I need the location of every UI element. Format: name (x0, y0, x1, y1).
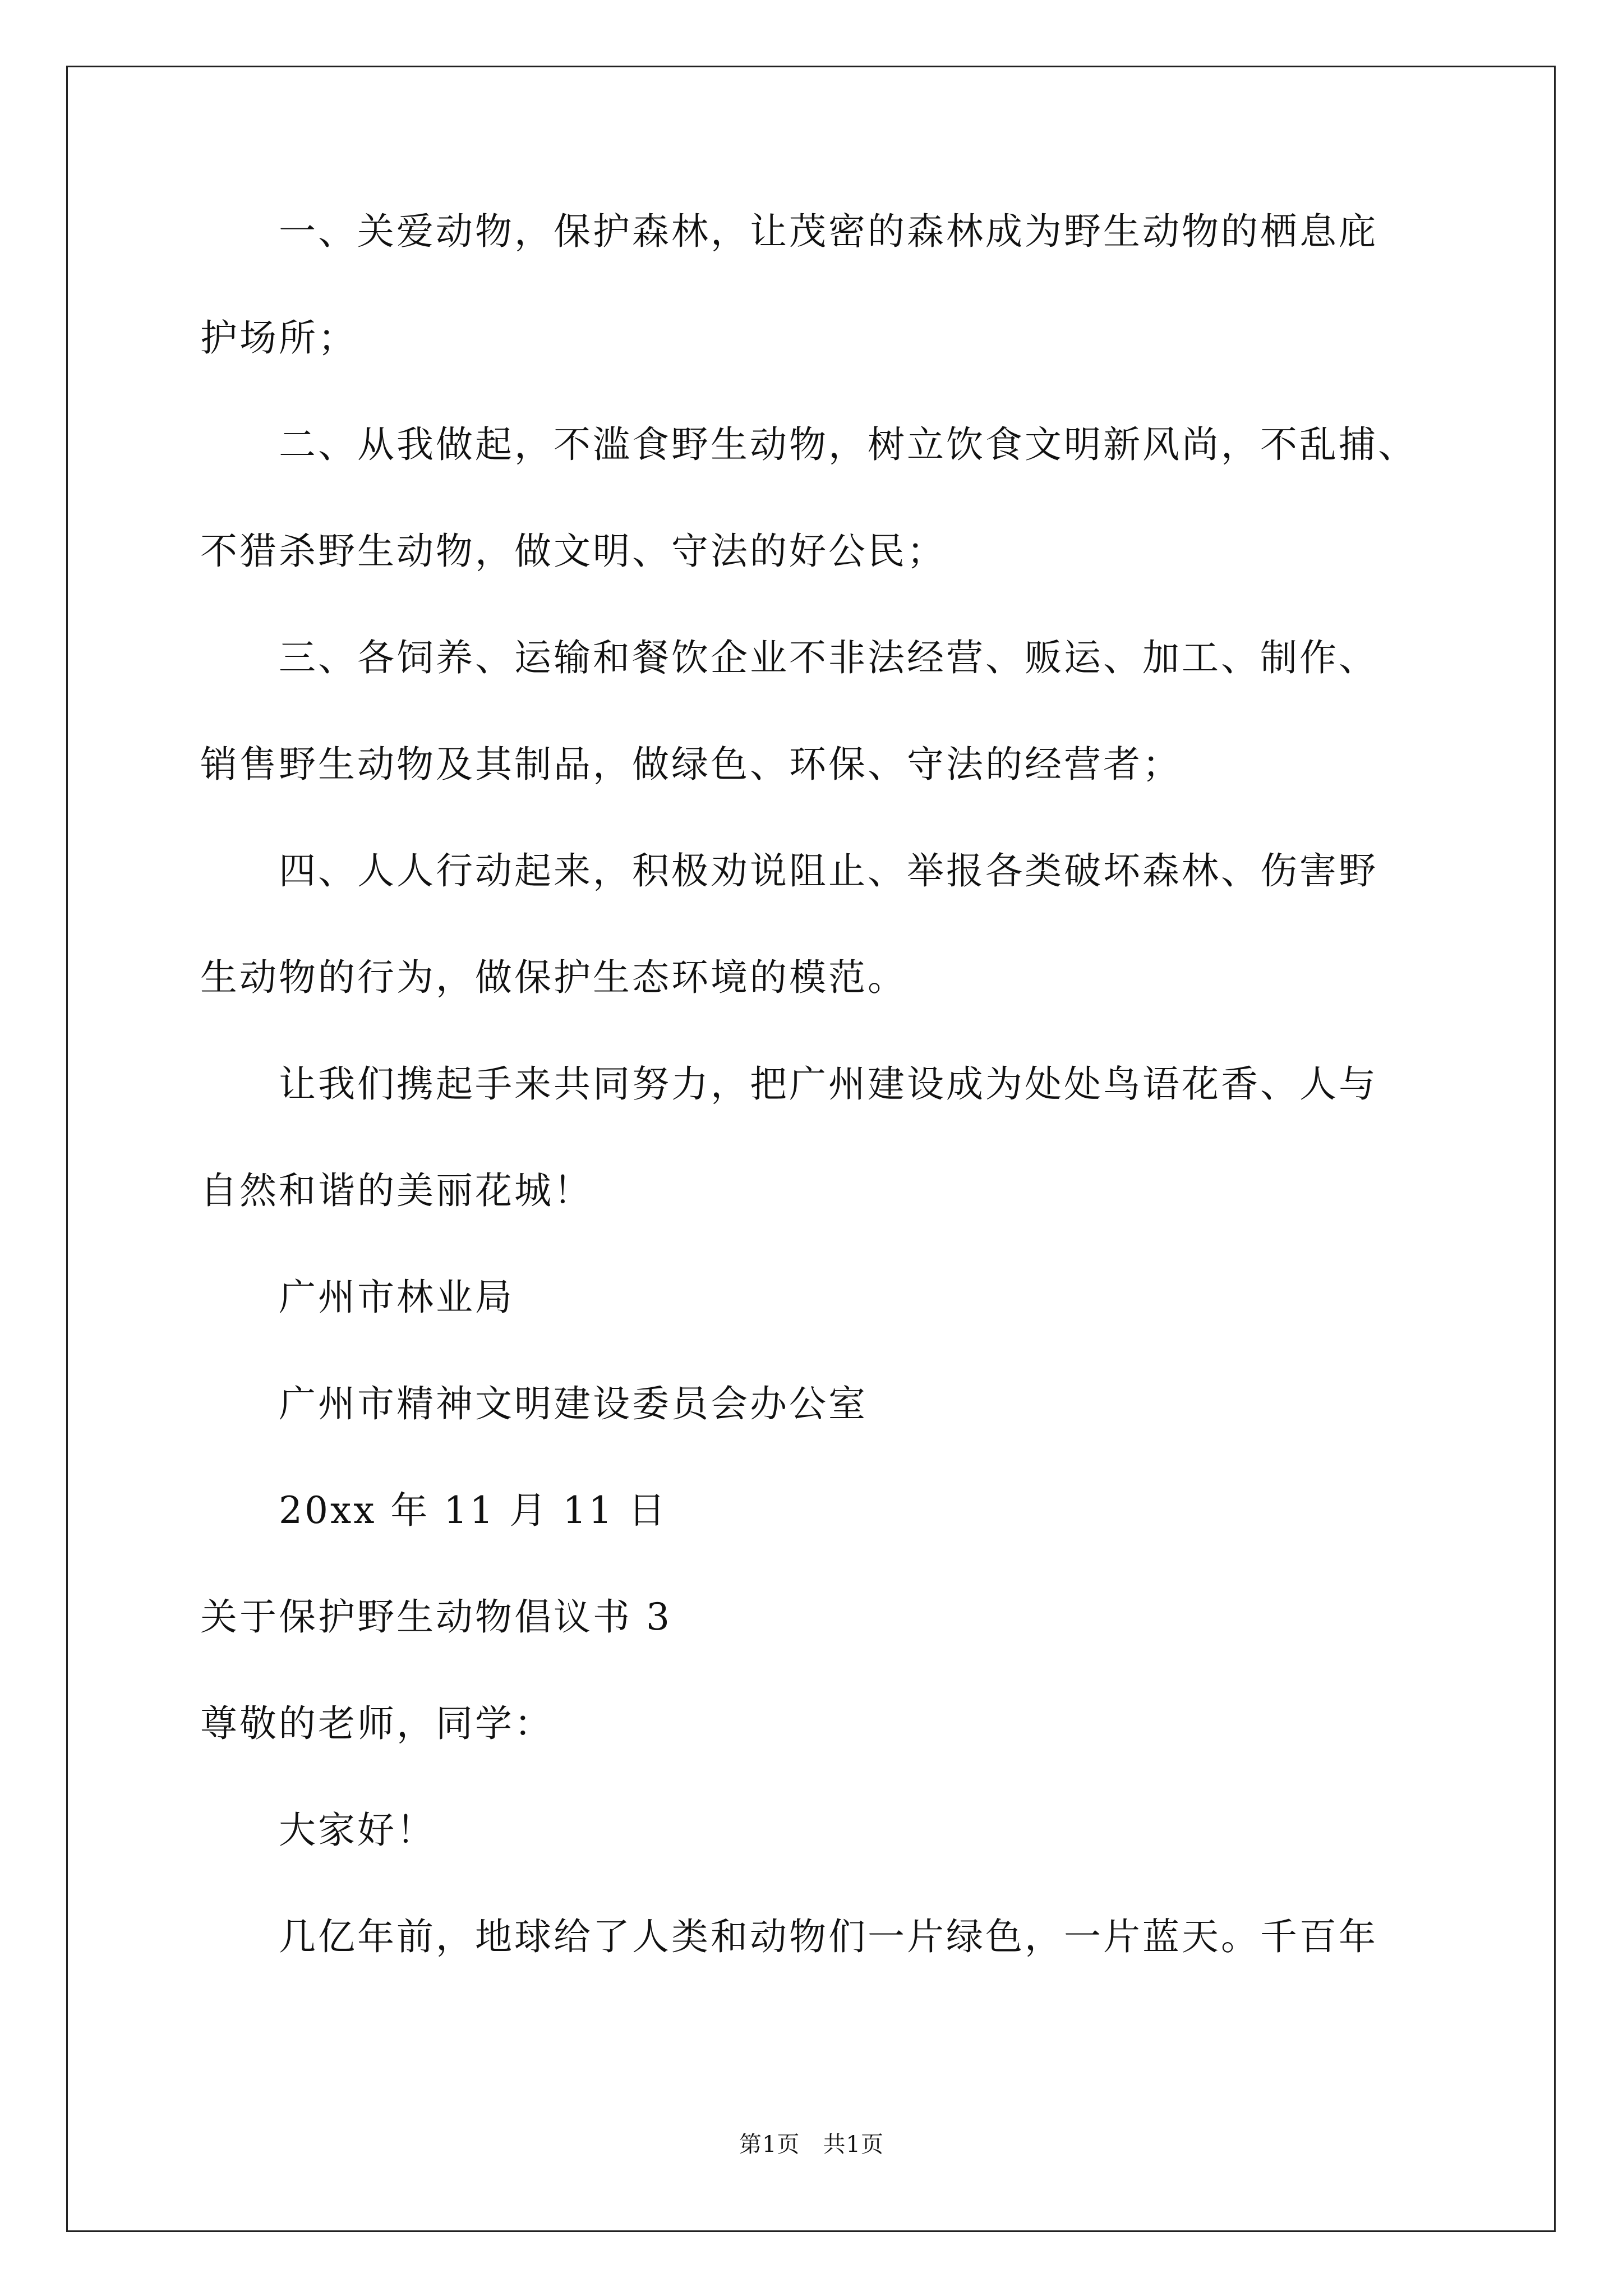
paragraph-line: 不猎杀野生动物，做文明、守法的好公民； (200, 530, 946, 573)
signature-date: 20xx 年 11 月 11 日 (279, 1489, 668, 1532)
paragraph-line: 几亿年前，地球给了人类和动物们一片绿色，一片蓝天。千百年 (279, 1915, 1378, 1958)
paragraph-line: 四、人人行动起来，积极劝说阻止、举报各类破坏森林、伤害野 (279, 849, 1378, 892)
page-footer: 第1页 共1页 (739, 2132, 884, 2157)
signature-organization: 广州市林业局 (279, 1276, 514, 1319)
paragraph-line: 生动物的行为，做保护生态环境的模范。 (200, 956, 907, 999)
page-border (66, 66, 1556, 2232)
paragraph-line: 护场所； (200, 316, 357, 360)
paragraph-line: 自然和谐的美丽花城！ (200, 1169, 593, 1212)
greeting: 大家好！ (279, 1809, 436, 1852)
paragraph-line: 二、从我做起，不滥食野生动物，树立饮食文明新风尚，不乱捕、 (279, 423, 1417, 466)
paragraph-line: 一、关爱动物，保护森林，让茂密的森林成为野生动物的栖息庇 (279, 210, 1378, 253)
salutation: 尊敬的老师，同学： (200, 1702, 554, 1745)
paragraph-line: 销售野生动物及其制品，做绿色、环保、守法的经营者； (200, 743, 1182, 786)
signature-office: 广州市精神文明建设委员会办公室 (279, 1382, 868, 1425)
paragraph-line: 让我们携起手来共同努力，把广州建设成为处处鸟语花香、人与 (279, 1062, 1378, 1106)
paragraph-line: 三、各饲养、运输和餐饮企业不非法经营、贩运、加工、制作、 (279, 636, 1378, 679)
section-title: 关于保护野生动物倡议书 3 (200, 1595, 672, 1639)
